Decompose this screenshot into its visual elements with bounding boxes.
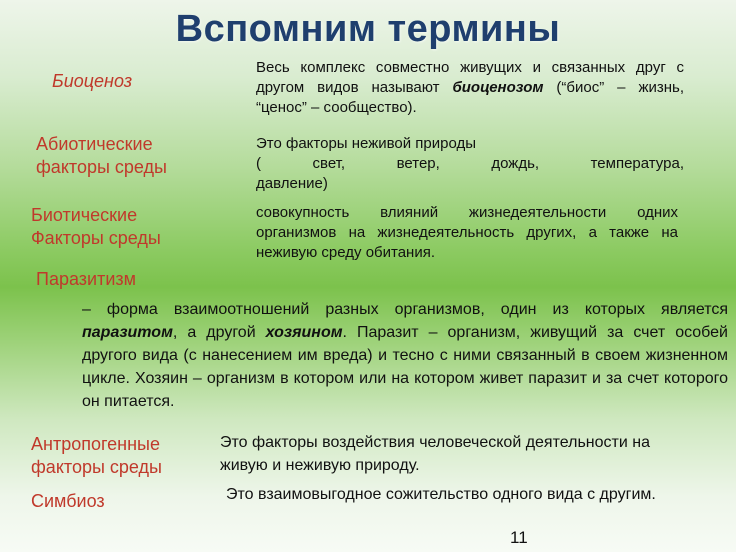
definition-abiotic-line-2: ( свет, ветер, дождь, температура, bbox=[256, 155, 684, 172]
definition-biocenosis-etymology: (“биос” – жизнь, “ценос” – сообщество). bbox=[256, 79, 684, 116]
definition-biocenosis-text: Весь комплекс совместно живущих и связанных друг с другом видов называют bbox=[256, 59, 684, 96]
definition-parasitism bbox=[82, 298, 728, 413]
definition-parasitism-emphasis-host: хозяином bbox=[265, 324, 343, 341]
slide-title: Вспомним термины bbox=[175, 8, 561, 50]
definition-biotic-factors: совокупность влияний жизнедеятельности одних организмов на жизнедеятельность других, а также на неживую среду обитания. bbox=[256, 204, 678, 261]
definition-parasitism-text-3: . Паразит – организм, живущий за счет особей другого вида (с нанесением им вреда) и тесно с ними связанный в своем жизненном цикле. Хозяин – организм в котором или на котором живет паразит и за счет которого он питается. bbox=[82, 324, 728, 410]
definition-biocenosis-emphasis: биоценозом bbox=[452, 79, 544, 96]
definition-symbiosis: Это взаимовыгодное сожительство одного вида с другим. bbox=[226, 486, 656, 503]
definition-biocenosis bbox=[256, 58, 684, 118]
term-anthropogenic-factors: Антропогенные факторы среды bbox=[31, 434, 162, 477]
term-biocenosis: Биоценоз bbox=[52, 71, 133, 91]
term-symbiosis: Симбиоз bbox=[31, 491, 105, 511]
definition-parasitism-text-1: – форма взаимоотношений разных организмов, один из которых является bbox=[82, 301, 728, 318]
definition-abiotic-line-1: Это факторы неживой природы bbox=[256, 135, 477, 152]
definition-parasitism-emphasis-parasite: паразитом bbox=[82, 324, 173, 341]
page-number: 11 bbox=[510, 528, 528, 547]
term-biotic-factors: Биотические Факторы среды bbox=[31, 205, 161, 248]
definition-abiotic-factors bbox=[256, 134, 684, 194]
definition-abiotic-line-3: давление) bbox=[256, 175, 328, 192]
term-parasitism: Паразитизм bbox=[36, 269, 137, 289]
definition-anthropogenic-factors: Это факторы воздействия человеческой деятельности на живую и неживую природу. bbox=[220, 434, 650, 474]
term-abiotic-factors: Абиотические факторы среды bbox=[36, 134, 167, 177]
definition-parasitism-text-2: , а другой bbox=[172, 324, 266, 341]
